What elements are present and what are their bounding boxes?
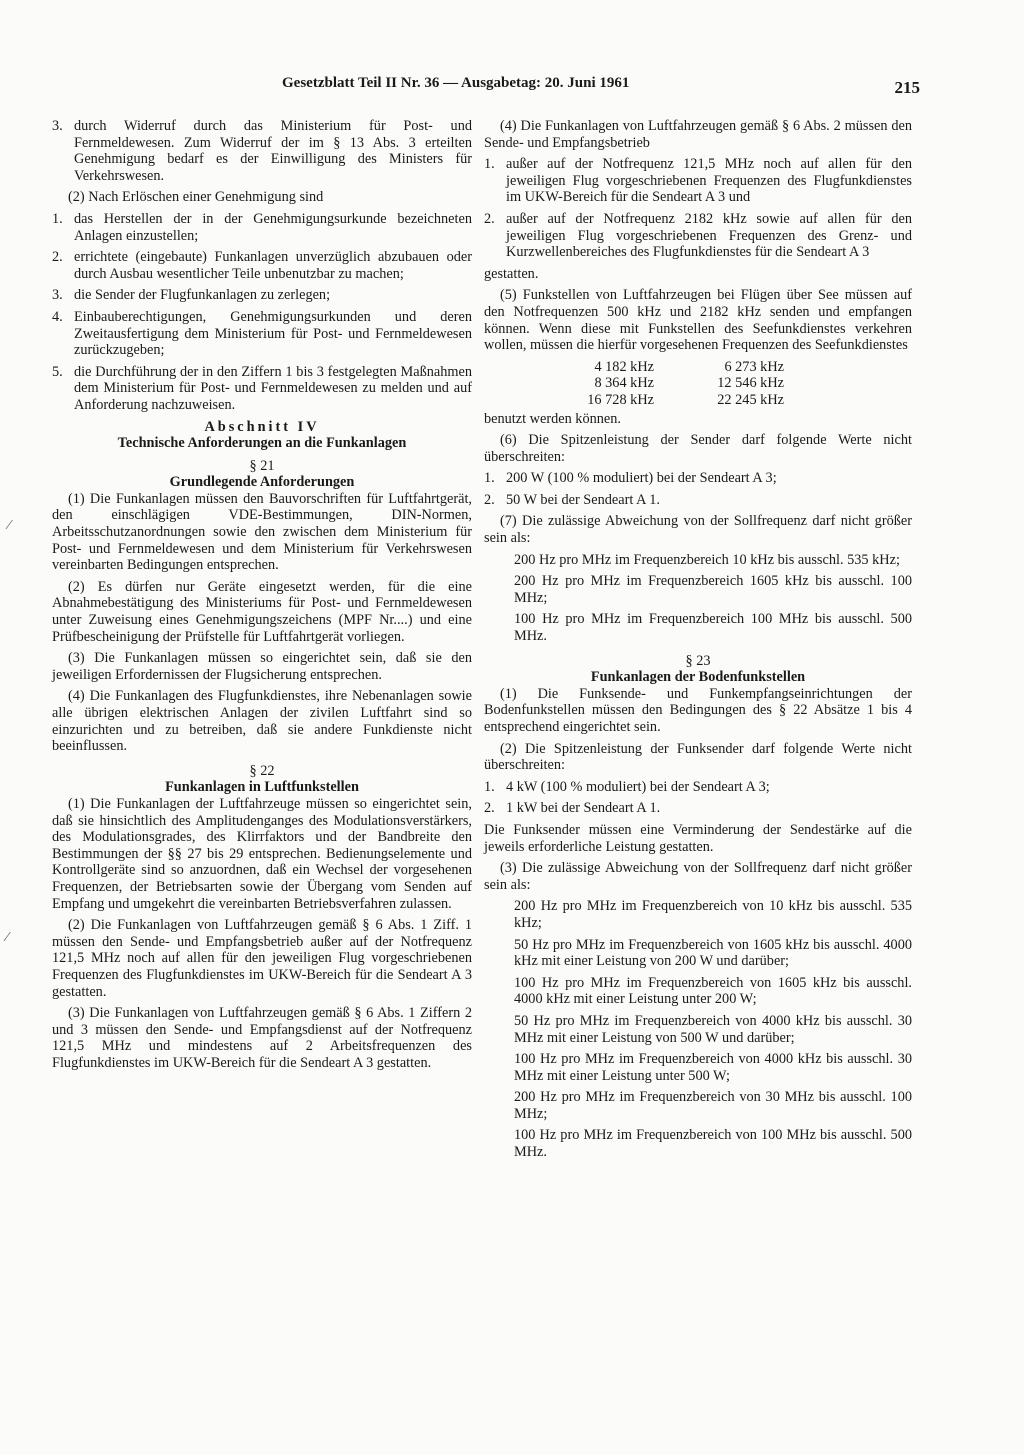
paragraph: (3) Die Funkanlagen müssen so eingerichtet sein, daß sie den jeweiligen Erfordernissen der Flugsicherung entsprechen. bbox=[52, 650, 472, 683]
margin-mark: ⁄ bbox=[8, 518, 11, 533]
list-item: 100 Hz pro MHz im Frequenzbereich 100 MHz bis ausschl. 500 MHz. bbox=[514, 611, 912, 645]
list-item: 200 Hz pro MHz im Frequenzbereich von 10 kHz bis ausschl. 535 kHz; bbox=[514, 898, 912, 931]
list-item: 100 Hz pro MHz im Frequenzbereich von 4000 kHz bis ausschl. 30 MHz mit einer Leistung unter 500 W; bbox=[514, 1051, 912, 1084]
list-item: 4. Einbauberechtigungen, Genehmigungsurkunden und deren Zweitausfertigung dem Ministerium für Post- und Fernmeldewesen zurückzugeben; bbox=[52, 308, 472, 359]
paragraph-title: Funkanlagen in Luftfunkstellen bbox=[165, 779, 359, 796]
right-column bbox=[484, 118, 912, 1166]
paragraph-number: § 21 bbox=[249, 457, 275, 474]
list-item: 2. 1 kW bei der Sendeart A 1. bbox=[484, 800, 661, 817]
paragraph-number: § 23 bbox=[685, 652, 711, 669]
list-item: 200 Hz pro MHz im Frequenzbereich von 30 MHz bis ausschl. 100 MHz; bbox=[514, 1089, 912, 1122]
list-item: 100 Hz pro MHz im Frequenzbereich von 100 MHz bis ausschl. 500 MHz. bbox=[514, 1127, 912, 1161]
gazette-title: Gesetzblatt Teil II Nr. 36 — Ausgabetag: 20. Juni 1961 bbox=[282, 75, 630, 91]
paragraph-title: Grundlegende Anforderungen bbox=[169, 474, 355, 491]
list-item: 3. die Sender der Flugfunkanlagen zu zerlegen; bbox=[52, 287, 331, 304]
list-item: 1. das Herstellen der in der Genehmigungsurkunde bezeichneten Anlagen einzustellen; bbox=[52, 210, 472, 244]
paragraph: (7) Die zulässige Abweichung von der Sollfrequenz darf nicht größer sein als: bbox=[484, 513, 912, 547]
paragraph: (1) Die Funkanlagen der Luftfahrzeuge müssen so eingerichtet sein, daß sie hinsichtlich des Amplitudenganges des Modulationsverstärkers, des Modulationsgrades, des Klirrfaktors und der Bandbreite den Bestimmungen der §§ 27 bis 29 entsprechen. Bedienungselemente und Kontrollgeräte sind so anzuordnen, daß ein Wechsel der vorgesehenen Frequenzen, der Betriebsarten sowie der Übergang vom Senden auf Empfang und umgekehrt die vereinbarten Betriebsverfahren zulassen. bbox=[52, 795, 472, 912]
paragraph: (4) Die Funkanlagen von Luftfahrzeugen gemäß § 6 Abs. 2 müssen den Sende- und Empfangsbetrieb bbox=[484, 118, 912, 151]
list-item: 200 Hz pro MHz im Frequenzbereich 1605 kHz bis ausschl. 100 MHz; bbox=[514, 573, 912, 606]
table-row: 8 364 kHz 12 546 kHz bbox=[594, 375, 784, 392]
list-item: 2. errichtete (eingebaute) Funkanlagen unverzüglich abzubauen oder durch Ausbau wesentlicher Teile unbenutzbar zu machen; bbox=[52, 249, 472, 282]
paragraph: (5) Funkstellen von Luftfahrzeugen bei Flügen über See müssen auf den Notfrequenzen 500 kHz und 2182 kHz senden und empfangen können. Wenn diese mit Funkstellen des Seefunkdienstes verkehren wollen, müssen die hierfür vorgesehenen Frequenzen des Seefunkdienstes bbox=[484, 287, 912, 354]
paragraph: (3) Die Funkanlagen von Luftfahrzeugen gemäß § 6 Abs. 1 Ziffern 2 und 3 müssen den Sende- und Empfangsdienst auf der Notfrequenz 121,5 MHz und mindestens auf 2 Arbeitsfrequenzen des Flugfunkdienstes im UKW-Bereich für die Sendeart A 3 gestatten. bbox=[52, 1005, 472, 1071]
list-item: 3. durch Widerruf durch das Ministerium für Post- und Fernmeldewesen. Zum Widerruf der im § 13 Abs. 3 erteilten Genehmigung bedarf es der Einwilligung des Ministers für Verkehrswesen. bbox=[52, 118, 472, 184]
paragraph: gestatten. bbox=[484, 265, 539, 282]
paragraph-number: § 22 bbox=[249, 762, 275, 779]
list-item: 50 Hz pro MHz im Frequenzbereich von 1605 kHz bis ausschl. 4000 kHz mit einer Leistung von 200 W und darüber; bbox=[514, 936, 912, 970]
table-row: 16 728 kHz 22 245 kHz bbox=[587, 391, 784, 408]
list-item: 1. 4 kW (100 % moduliert) bei der Sendeart A 3; bbox=[484, 778, 770, 795]
section-heading: Abschnitt IV bbox=[204, 418, 320, 435]
list-item: 5. die Durchführung der in den Ziffern 1 bis 3 festgelegten Maßnahmen dem Ministerium für Post- und Fernmeldewesen zu melden und auf Anforderung nachzuweisen. bbox=[52, 363, 472, 413]
paragraph-title: Funkanlagen der Bodenfunkstellen bbox=[590, 669, 806, 686]
paragraph: (3) Die zulässige Abweichung von der Sollfrequenz darf nicht größer sein als: bbox=[484, 860, 912, 893]
list-item: 50 Hz pro MHz im Frequenzbereich von 4000 kHz bis ausschl. 30 MHz mit einer Leistung von 500 W und darüber; bbox=[514, 1012, 912, 1046]
paragraph: benutzt werden können. bbox=[484, 410, 621, 427]
list-item: 200 Hz pro MHz im Frequenzbereich 10 kHz bis ausschl. 535 kHz; bbox=[514, 551, 900, 568]
table-row: 4 182 kHz 6 273 kHz bbox=[594, 358, 784, 375]
frequency-table bbox=[484, 359, 912, 409]
paragraph: (2) Nach Erlöschen einer Genehmigung sind bbox=[68, 189, 324, 206]
section-title: Technische Anforderungen an die Funkanlagen bbox=[117, 435, 407, 452]
paragraph: (4) Die Funkanlagen des Flugfunkdienstes, ihre Nebenanlagen sowie alle übrigen elektrischen Anlagen der zivilen Luftfahrt sind so einzurichten und zu betreiben, daß sie andere Funkdienste nicht beeinflussen. bbox=[52, 688, 472, 755]
paragraph: (2) Die Funkanlagen von Luftfahrzeugen gemäß § 6 Abs. 1 Ziff. 1 müssen den Sende- und Empfangsbetrieb außer auf der Notfrequenz 121,5 MHz noch auf allen für den jeweiligen Flug vorgeschriebenen Frequenzen des Flugfunkdienstes im UKW-Bereich für die Sendeart A 3 gestatten. bbox=[52, 917, 472, 1000]
left-column bbox=[52, 118, 472, 1076]
paragraph: (6) Die Spitzenleistung der Sender darf folgende Werte nicht überschreiten: bbox=[484, 432, 912, 465]
margin-mark: ⁄ bbox=[6, 930, 9, 945]
list-item: 2. 50 W bei der Sendeart A 1. bbox=[484, 491, 660, 508]
paragraph: (1) Die Funkanlagen müssen den Bauvorschriften für Luftfahrtgerät, den einschlägigen VDE-Bestimmungen, DIN-Normen, Arbeitsschutzanordnungen sowie den zwischen dem Ministerium für Post- und Fernmeldewesen und dem Ministerium für Verkehrswesen vereinbarten Bedingungen entsprechen. bbox=[52, 490, 472, 574]
paragraph: (2) Die Spitzenleistung der Funksender darf folgende Werte nicht überschreiten: bbox=[484, 740, 912, 774]
list-item: 100 Hz pro MHz im Frequenzbereich von 1605 kHz bis ausschl. 4000 kHz mit einer Leistung unter 200 W; bbox=[514, 974, 912, 1008]
paragraph: Die Funksender müssen eine Verminderung der Sendestärke auf die jeweils erforderliche Leistung gestatten. bbox=[484, 821, 912, 855]
paragraph: (1) Die Funksende- und Funkempfangseinrichtungen der Bodenfunkstellen müssen den Bedingungen des § 22 Absätze 1 bis 4 entsprechend eingerichtet sein. bbox=[484, 685, 912, 735]
paragraph: (2) Es dürfen nur Geräte eingesetzt werden, für die eine Abnahmebestätigung des Ministeriums für Post- und Fernmeldewesen unter Zuweisung eines Genehmigungszeichens (MPF Nr....) und eine Prüfbescheinigung der Prüfstelle für Luftfahrtgerät vorliegen. bbox=[52, 578, 472, 645]
page-number: 215 bbox=[894, 78, 920, 97]
list-item: 1. außer auf der Notfrequenz 121,5 MHz noch auf allen für den jeweiligen Flug vorgeschriebenen Frequenzen des Flugfunkdienstes im UKW-Bereich für die Sendeart A 3 und bbox=[484, 156, 912, 206]
page-header bbox=[260, 75, 920, 101]
list-item: 2. außer auf der Notfrequenz 2182 kHz sowie auf allen für den jeweiligen Flug vorgeschriebenen Frequenzen des Grenz- und Kurzwellenbereiches des Flugfunkdienstes für die Sendeart A 3 bbox=[484, 210, 912, 261]
list-item: 1. 200 W (100 % moduliert) bei der Sendeart A 3; bbox=[484, 470, 777, 487]
